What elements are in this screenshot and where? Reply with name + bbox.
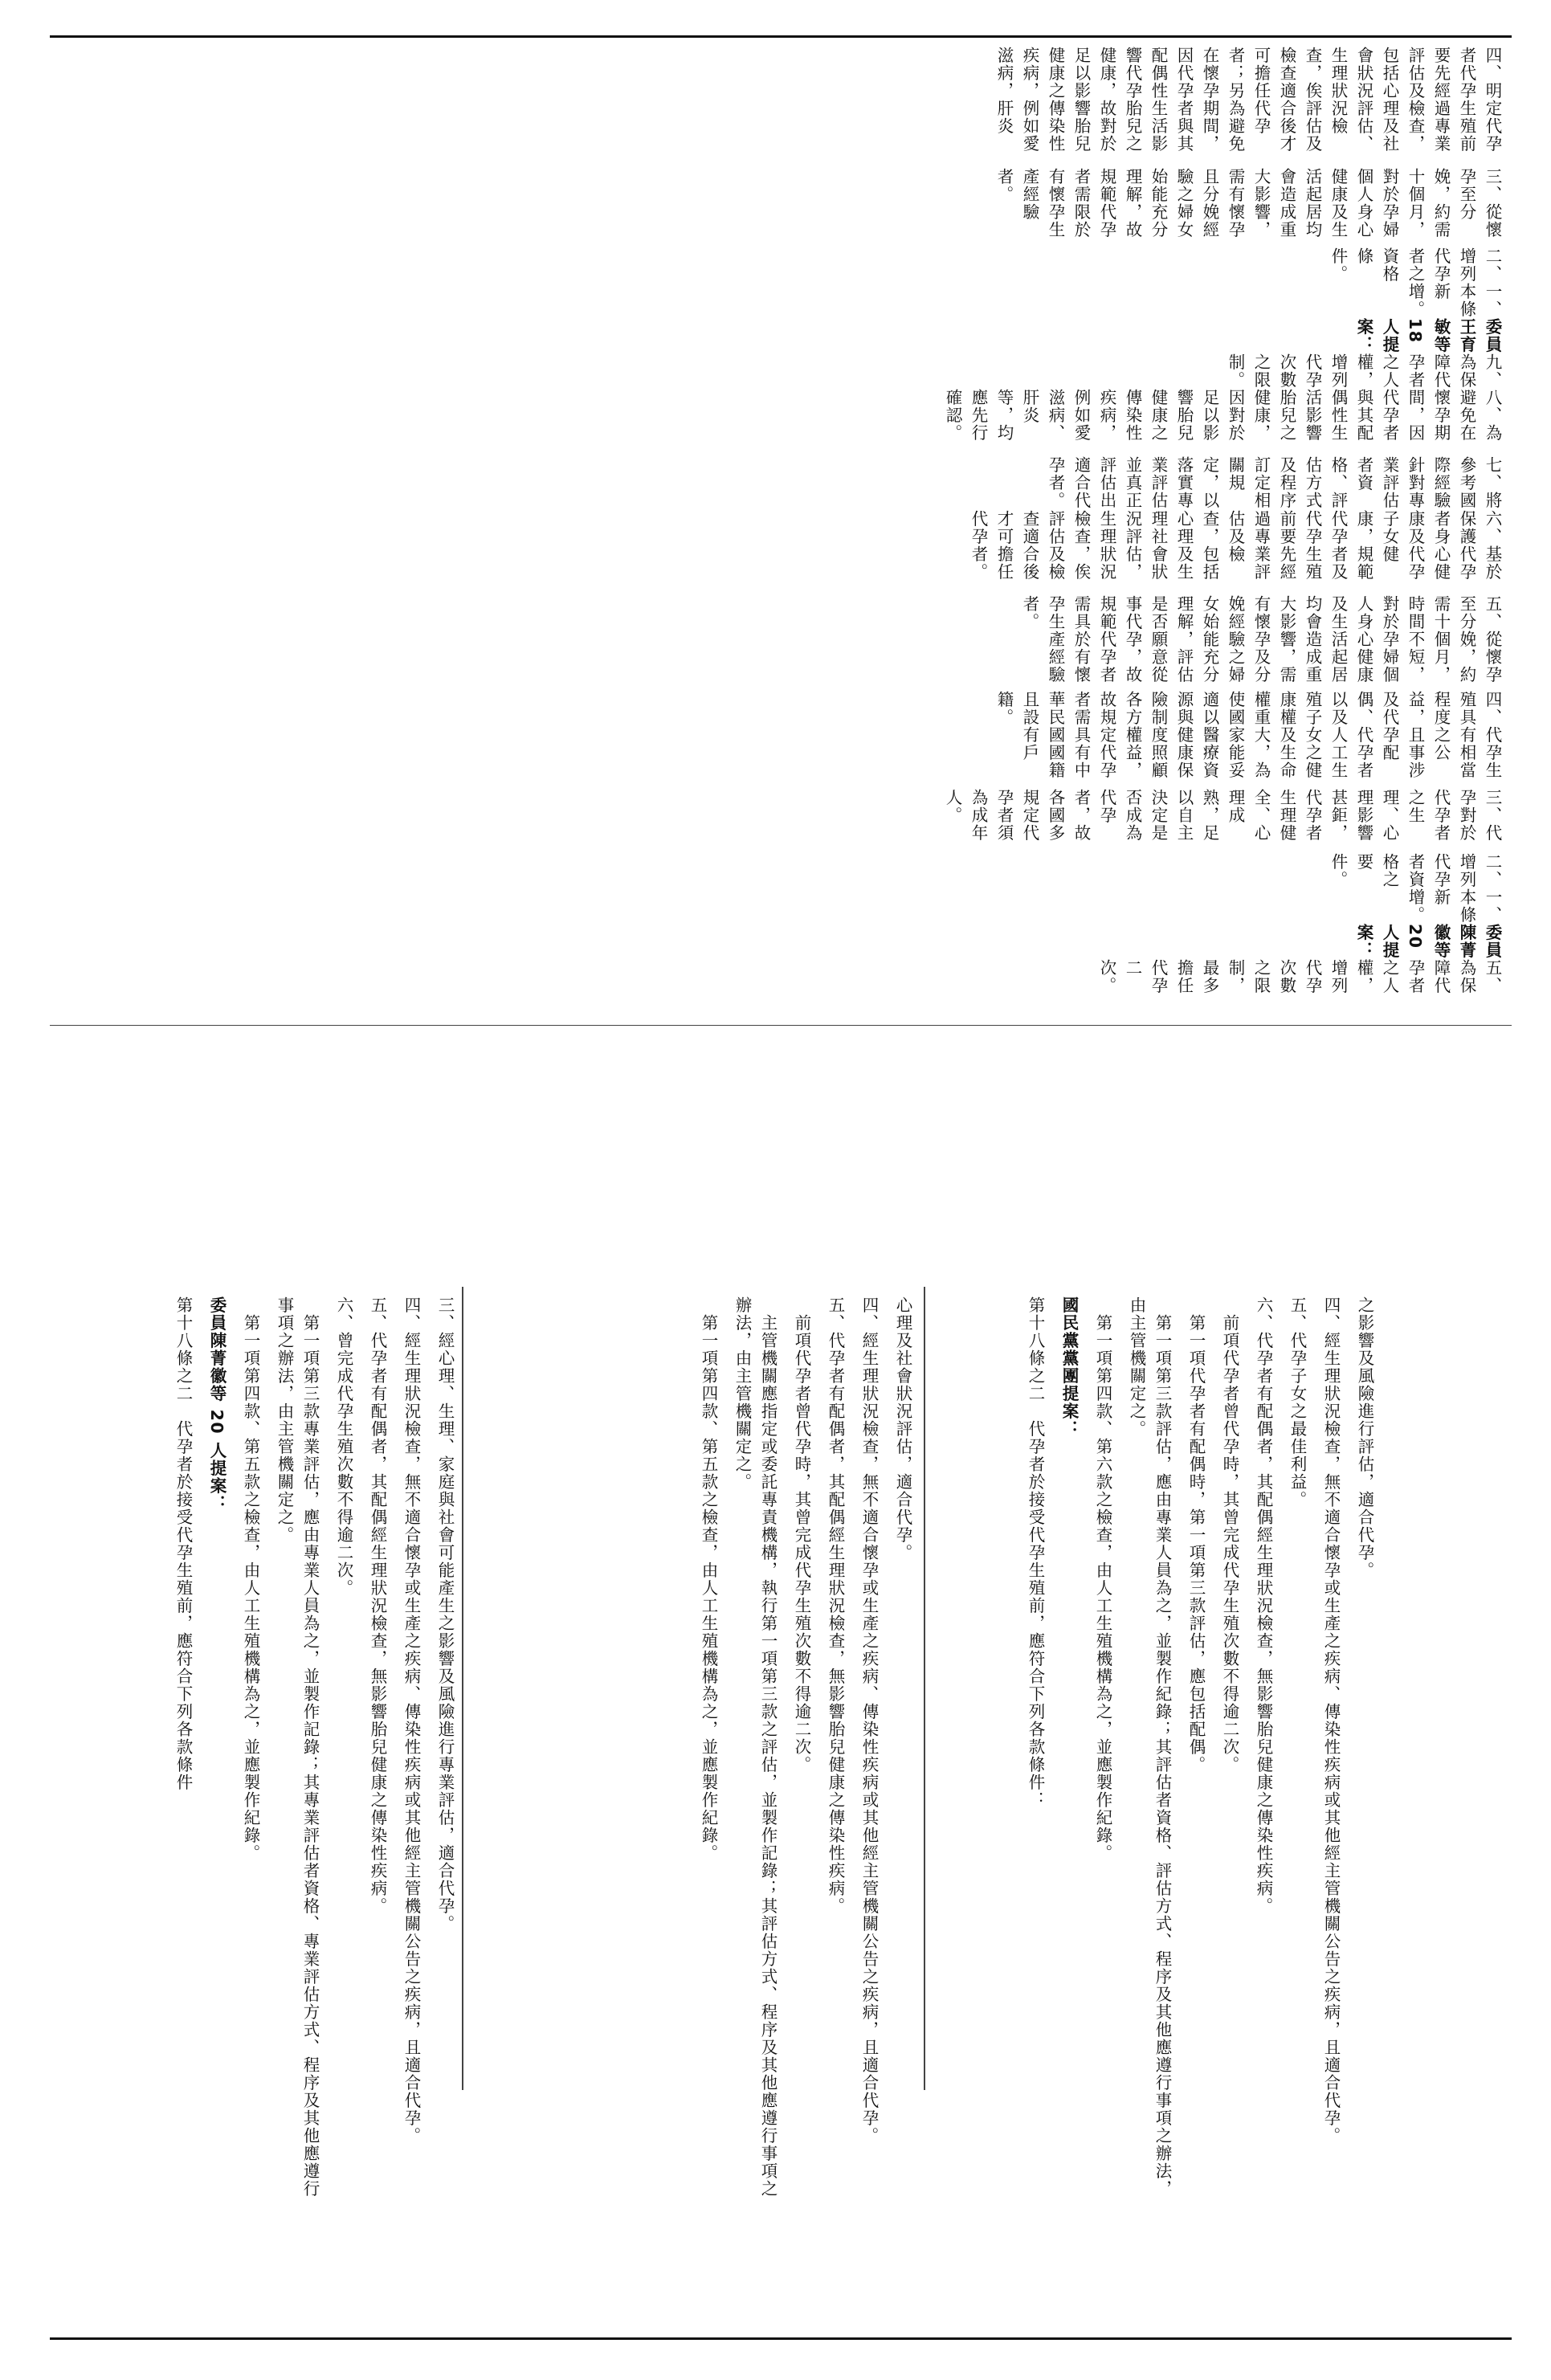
- paragraph: 五、從懷孕至分娩，約需十個月，時間不短，對於孕婦個人身心健康及生活起居均會造成重大影響，需有懷孕及分娩經驗之婦女始能充分理解，評估是否願意從事代孕，故規範代孕者需具於有懷孕生產經驗者。: [1020, 595, 1502, 684]
- paragraph: 三、經心理、生理、家庭與社會可能產生之影響及風險進行專業評估，適合代孕。: [435, 1296, 455, 1933]
- paragraph: 第一項第三款專業評估，應由專業人員為之，並製作記錄；其專業評估者資格、專業評估方式、程序及其他應遵行事項之辦法，由主管機關定之。: [275, 1296, 320, 2198]
- paragraph: 五、代孕者有配偶者，其配偶經生理狀況檢查，無影響胎兒健康之傳染性疾病。: [826, 1296, 845, 1915]
- paragraph: 第一項代孕者有配偶時，第一項第三款評估，應包括配偶。: [1186, 1296, 1206, 1774]
- paragraph: 第一項第三款評估，應由專業人員為之，並製作紀錄；其評估者資格、評估方式、程序及其他應遵行事項之辦法，由主管機關定之。: [1127, 1296, 1172, 2198]
- paragraph: 心理及社會狀況評估，適合代孕。: [893, 1296, 912, 1561]
- paragraph: 一、本條新增。: [1406, 888, 1502, 924]
- section-heading: 國民黨黨團提案：: [1059, 1296, 1079, 1438]
- paragraph: 四、明定代孕者代孕生殖前要先經過專業評估及檢查，包括心理及社會狀況評估、生理狀況檢查，俟評估及檢查適合後才可擔任代孕者；另為避免在懷孕期間，因代孕者與其配偶性生活影響代孕胎兒之健康，故對於足以影響胎兒健康之傳染性疾病，例如愛滋病，肝炎: [994, 46, 1502, 153]
- paragraph: 四、代孕生殖具有相當程度之公益，且事涉及代孕配偶、代孕者以及人工生殖子女之健康權及生命權重大，為使國家能妥適以醫療資源與健康保險制度照顧各方權益，故規定代孕者需具有中華民國國籍且設有戶籍。: [994, 691, 1502, 780]
- paragraph: 七、將參考國際經驗針對專業評估者資格、評估方式及程序訂定相關規定，以落實專業評估並真正評估出適合代孕者。: [1046, 455, 1502, 509]
- section-heading: 委員陳菁徽等 20 人提案：: [207, 1296, 227, 1513]
- paragraph: 前項代孕者曾代孕時，其曾完成代孕生殖次數不得逾二次。: [792, 1296, 811, 1774]
- paragraph: 五、代孕者有配偶者，其配偶經生理狀況檢查，無影響胎兒健康之傳染性疾病。: [368, 1296, 387, 1915]
- paragraph: 四、經生理狀況檢查，無不適合懷孕或生產之疾病、傳染性疾病或其他經主管機關公告之疾病，且適合代孕。: [1321, 1296, 1341, 2145]
- paragraph: 五、為保障代孕者之人權，增列代孕次數之限制，最多擔任代孕二次。: [1097, 959, 1502, 994]
- lower-column-2: [470, 1296, 916, 2212]
- paragraph: 三、代孕對於代孕者之生理、心理影響甚鉅，代孕者生理健全、心理成熟，足以自主決定是否成為代孕者，故各國多規定代孕者須為成年人。: [943, 788, 1502, 842]
- paragraph: 六、曾完成代孕生殖次數不得逾二次。: [334, 1296, 353, 1597]
- section-heading: 委員陳菁徽等 20 人提案：: [1354, 924, 1502, 959]
- middle-rule: [50, 1025, 1512, 1026]
- bottom-rule: [50, 2337, 1512, 2340]
- paragraph: 第一項第四款、第六款之檢查，由人工生殖機構為之，並應製作紀錄。: [1093, 1296, 1112, 1862]
- paragraph: 八、為避免在懷孕期間，因代孕者與其配偶性生活影響胎兒之健康，因對於足以影響胎兒健康之傳染性疾病，例如愛滋病、肝炎等，均應先行確認。: [943, 388, 1502, 442]
- paragraph: 第一項第四款、第五款之檢查，由人工生殖機構為之，並應製作紀錄。: [241, 1296, 260, 1862]
- lower-column-1: [52, 1296, 458, 2212]
- paragraph: 一、本條新增。: [1406, 282, 1502, 318]
- paragraph: 六、代孕者有配偶者，其配偶經生理狀況檢查，無影響胎兒健康之傳染性疾病。: [1254, 1296, 1273, 1915]
- top-rule: [50, 35, 1512, 38]
- column-divider-1: [462, 1287, 463, 2090]
- section-heading: 委員王育敏等 18 人提案：: [1354, 317, 1502, 353]
- paragraph: 四、經生理狀況檢查，無不適合懷孕或生產之疾病、傳染性疾病或其他經主管機關公告之疾病，且適合代孕。: [859, 1296, 879, 2145]
- paragraph: 前項代孕者曾代孕時，其曾完成代孕生殖次數不得逾二次。: [1220, 1296, 1239, 1774]
- paragraph: 之影響及風險進行評估，適合代孕。: [1355, 1296, 1374, 1579]
- paragraph: 九、為保障代孕者之人權，增列代孕次數之限制。: [1226, 353, 1502, 389]
- paragraph: 主管機關應指定或委託專責機構，執行第一項第三款之評估，並製作記錄；其評估方式、程序及其他應遵行事項之辦法，由主管機關定之。: [733, 1296, 778, 2198]
- paragraph: 六、基於保護代孕者身心健康及代孕子女健康，規範代孕者及代孕生殖前要先經過專業評估及檢查，包括心理及生理社會狀況評估，生理狀況檢查，俟評估及檢查適合後才可擔任代孕者。: [969, 510, 1502, 582]
- paragraph: 第十八條之二 代孕者於接受代孕生殖前，應符合下列各款條件: [173, 1296, 193, 1791]
- paragraph: 二、增列代孕者之資格條件。: [1329, 247, 1502, 283]
- paragraph: 五、代孕子女之最佳利益。: [1288, 1296, 1307, 1508]
- paragraph: 第十八條之二 代孕者於接受代孕生殖前，應符合下列各款條件：: [1026, 1296, 1045, 1809]
- lower-column-3: [932, 1296, 1378, 2212]
- paragraph: 二、增列代孕者資格之要件。: [1329, 853, 1502, 888]
- column-divider-2: [924, 1287, 925, 2090]
- paragraph: 四、經生理狀況檢查，無不適合懷孕或生產之疾病、傳染性疾病或其他經主管機關公告之疾病，且適合代孕。: [402, 1296, 421, 2145]
- upper-explanation-column: [51, 47, 1505, 994]
- paragraph: 三、從懷孕至分娩，約需十個月，對於孕婦個人身心健康及生活起居均會造成重大影響，需有懷孕且分娩經驗之婦女始能充分理解，故規範代孕者需限於有懷孕生產經驗者。: [994, 168, 1502, 239]
- paragraph: 第一項第四款、第五款之檢查，由人工生殖機構為之，並應製作紀錄。: [699, 1296, 718, 1862]
